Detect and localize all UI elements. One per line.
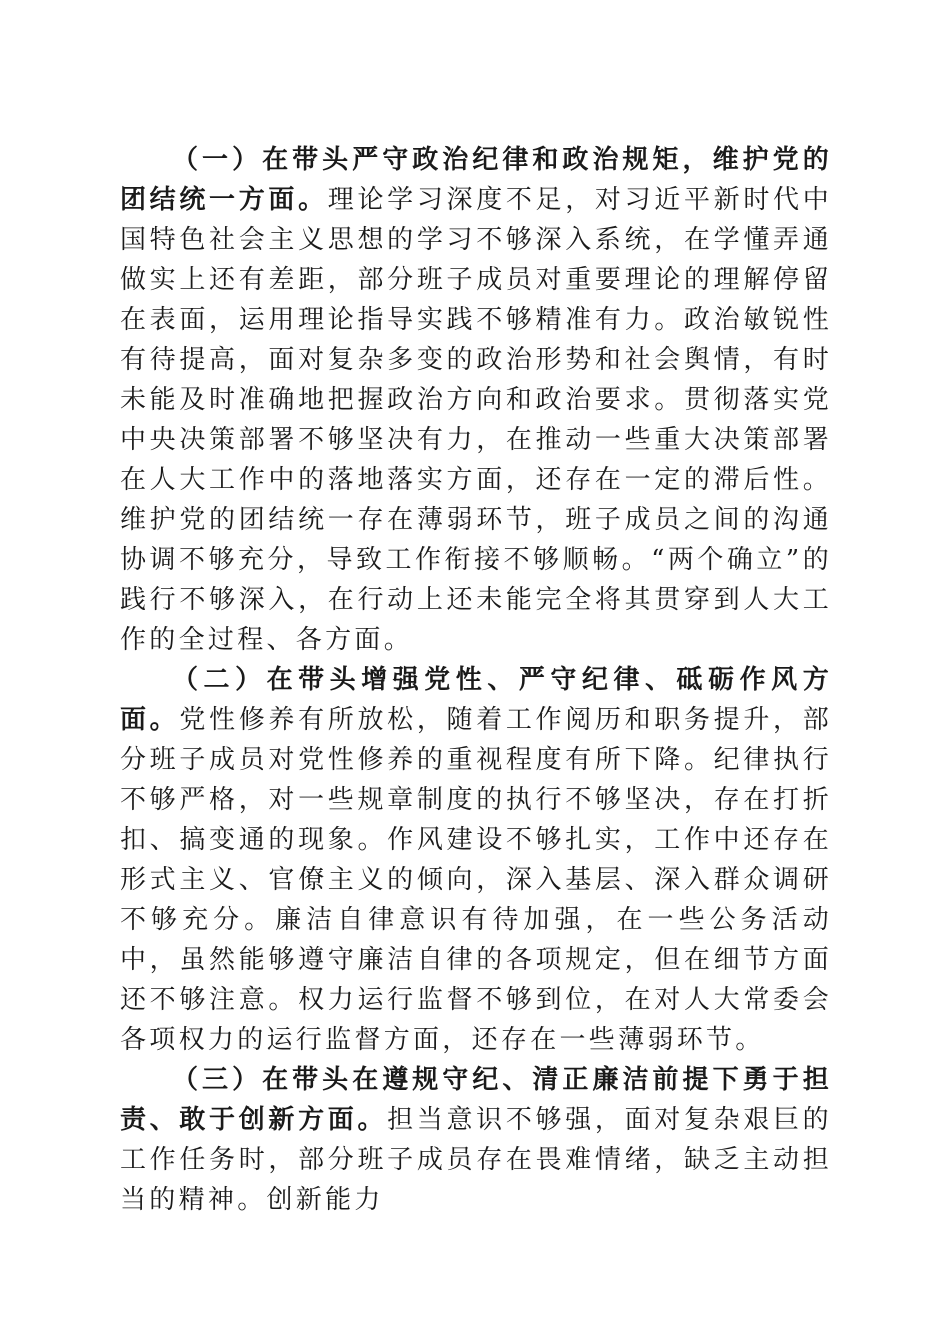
paragraph-1	[120, 140, 832, 660]
paragraph-2-heading: （二）在带头增强党性、严守纪律、砥砺作风方面。	[120, 665, 832, 735]
paragraph-3-heading: （三）在带头在遵规守纪、清正廉洁前提下勇于担责、敢于创新方面。	[120, 1065, 832, 1135]
paragraph-3	[120, 1060, 832, 1220]
paragraph-2-body: 党性修养有所放松，随着工作阅历和职务提升，部分班子成员对党性修养的重视程度有所下降。纪律执行不够严格，对一些规章制度的执行不够坚决，存在打折扣、搞变通的现象。作风建设不够扎实，工作中还存在形式主义、官僚主义的倾向，深入基层、深入群众调研不够充分。廉洁自律意识有待加强，在一些公务活动中，虽然能够遵守廉洁自律的各项规定，但在细节方面还不够注意。权力运行监督不够到位，在对人大常委会各项权力的运行监督方面，还存在一些薄弱环节。	[120, 705, 832, 1055]
paragraph-1-heading: （一）在带头严守政治纪律和政治规矩，维护党的团结统一方面。	[120, 145, 832, 215]
paragraph-2	[120, 660, 832, 1060]
document-body	[120, 140, 832, 1220]
paragraph-1-body: 理论学习深度不足，对习近平新时代中国特色社会主义思想的学习不够深入系统，在学懂弄通做实上还有差距，部分班子成员对重要理论的理解停留在表面，运用理论指导实践不够精准有力。政治敏锐性有待提高，面对复杂多变的政治形势和社会舆情，有时未能及时准确地把握政治方向和政治要求。贯彻落实党中央决策部署不够坚决有力，在推动一些重大决策部署在人大工作中的落地落实方面，还存在一定的滞后性。维护党的团结统一存在薄弱环节，班子成员之间的沟通协调不够充分，导致工作衔接不够顺畅。“两个确立”的践行不够深入，在行动上还未能完全将其贯穿到人大工作的全过程、各方面。	[120, 185, 832, 655]
paragraph-3-body: 担当意识不够强，面对复杂艰巨的工作任务时，部分班子成员存在畏难情绪，缺乏主动担当的精神。创新能力	[120, 1105, 832, 1215]
